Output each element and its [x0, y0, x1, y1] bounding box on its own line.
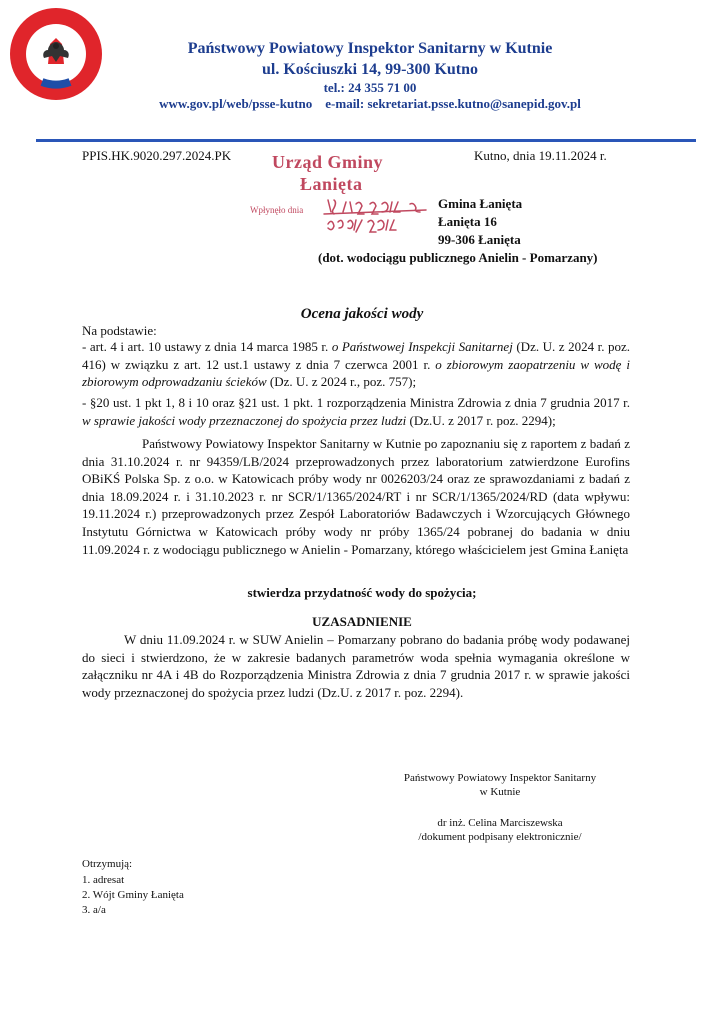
distribution-heading: Otrzymują: [82, 858, 133, 870]
signatory-office: w Kutnie [479, 786, 521, 798]
institution-address: ul. Kościuszki 14, 99-300 Kutno [261, 61, 479, 78]
institution-web-email: www.gov.pl/web/psse-kutno e-mail: sekretariat.psse.kutno@sanepid.gov.pl [159, 96, 581, 111]
e-signature-note: /dokument podpisany elektronicznie/ [418, 831, 582, 843]
justification-heading: UZASADNIENIE [312, 614, 412, 629]
stamp-received-label: Wpłynęło dnia [250, 205, 304, 215]
document-title: Ocena jakości wody [300, 306, 424, 322]
findings-paragraph: Państwowy Powiatowy Inspektor Sanitarny w Kutnie po zapoznaniu się z raportem z badań z dnia 31.10.2024 r. nr 94359/LB/2024 przeprowadzonych przez laboratorium zatwierdzone Eurofins OBiKŚ Polska Sp. z o.o. w Katowicach próby wody nr 0026203/24 oraz ze sprawozdaniami z badań z dnia 18.09.2024 r. i 31.10.2023 r. nr SCR/1/1365/2024/RT i nr SCR/1/1365/2024/RD (data wpływu: 19.11.2024 r.) przeprowadzonych przez Zespół Laboratoriów Badawczych i Wzorcujących Głównego Instytutu Górnictwa w Katowicach próby wody nr próby 1365/24 pobranej do badania w dniu 11.09.2024 r. z wodociągu publicznego w Anielin - Pomarzany, którego właścicielem jest Gmina Łanięta [82, 436, 630, 557]
recipient-name: Gmina Łanięta [438, 196, 523, 211]
signatory-name: dr inż. Celina Marciszewska [437, 817, 563, 829]
signatory-title: Państwowy Powiatowy Inspektor Sanitarny [403, 772, 597, 784]
sanitary-inspection-logo [8, 6, 104, 102]
legal-basis-item-2: - §20 ust. 1 pkt 1, 8 i 10 oraz §21 ust. 1 pkt. 1 rozporządzenia Ministra Zdrowia z dnia 7 grudnia 2017 r. w sprawie jakości wody przeznaczonej do spożycia przez ludzi (Dz.U. z 2017 r. poz. 2294); [82, 395, 630, 428]
institution-name: Państwowy Powiatowy Inspektor Sanitarny w Kutnie [187, 40, 553, 57]
stamp-office-place: Łanięta [300, 174, 363, 194]
distribution-item: 3. a/a [82, 904, 106, 916]
decision-statement: stwierdza przydatność wody do spożycia; [247, 585, 477, 600]
document-reference: PPIS.HK.9020.297.2024.PK [82, 148, 232, 163]
recipient-city: 99-306 Łanięta [438, 232, 521, 247]
distribution-item: 2. Wójt Gminy Łanięta [82, 889, 184, 901]
justification-paragraph: W dniu 11.09.2024 r. w SUW Anielin – Pomarzany pobrano do badania próbę wody podawanej do sieci i stwierdzono, że w zakresie badanych parametrów woda spełnia wymagania określone w załączniku nr 4A i 4B do Rozporządzenia Ministra Zdrowia z dnia 7 grudnia 2017 r. w sprawie jakości wody przeznaczonej do spożycia przez ludzi (Dz.U. z 2017 r. poz. 2294). [82, 632, 630, 700]
legal-basis-item-1: - art. 4 i art. 10 ustawy z dnia 14 marca 1985 r. o Państwowej Inspekcji Sanitarnej (Dz. U. z 2024 r. poz. 416) w związku z art. 12 ust.1 ustawy z dnia 7 czerwca 2001 r. o zbiorowym zaopatrzeniu w wodę i zbiorowym odprowadzaniu ścieków (Dz. U. z 2024 r., poz. 757); [82, 339, 631, 390]
document-date: Kutno, dnia 19.11.2024 r. [474, 148, 607, 163]
institution-phone: tel.: 24 355 71 00 [323, 80, 417, 95]
stamp-office-name: Urząd Gminy [272, 152, 383, 172]
legal-basis-intro: Na podstawie: [82, 323, 157, 338]
recipient-street: Łanięta 16 [438, 214, 497, 229]
distribution-item: 1. adresat [82, 874, 125, 886]
header-rule [36, 139, 696, 142]
recipient-regarding: (dot. wodociągu publicznego Anielin - Pomarzany) [318, 250, 598, 265]
